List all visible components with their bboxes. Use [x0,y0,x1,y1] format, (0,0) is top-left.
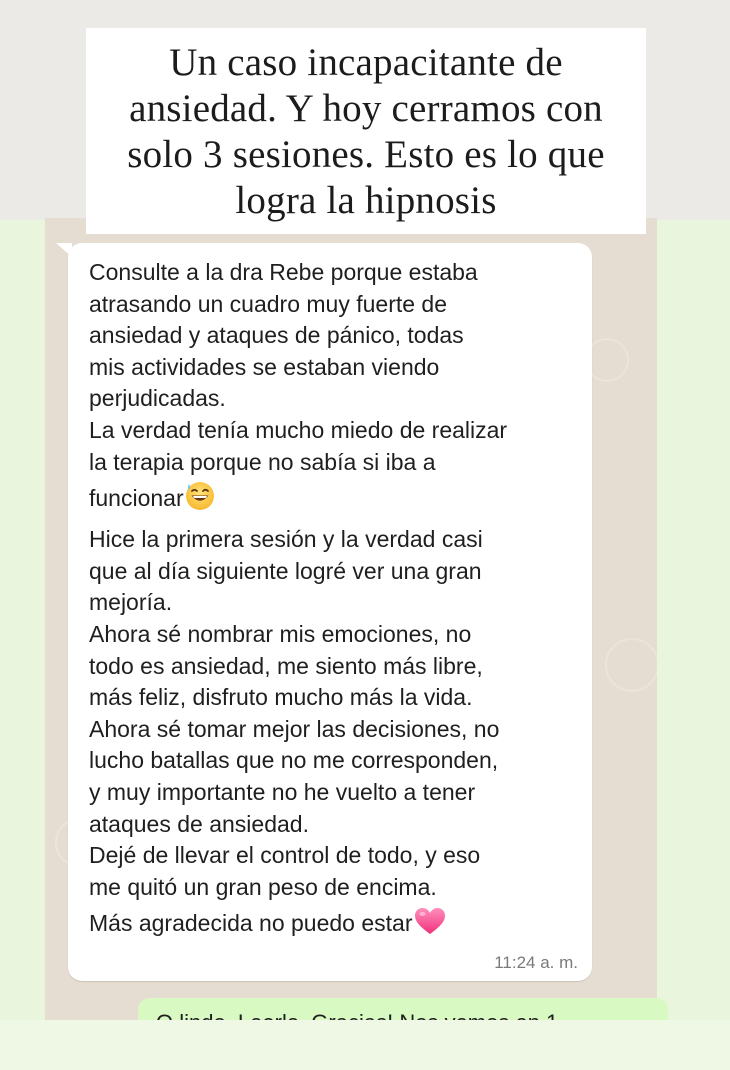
message-line: Ahora sé tomar mejor las decisiones, no [89,715,500,742]
message-line: ataques de ansiedad. [89,810,309,837]
message-line: y muy importante no he vuelto a tener [89,778,476,805]
message-line: Consulte a la dra Rebe porque estaba [89,259,478,285]
message-line: Hice la primera sesión y la verdad casi [89,526,483,553]
message-line: lucho batallas que no me corresponden, [89,747,499,774]
grinning-sweat-emoji-icon [184,480,216,524]
message-line: más feliz, disfruto mucho más la vida. [89,684,473,711]
message-line: La verdad tenía mucho miedo de realizar [89,416,508,443]
message-line: Dejé de llevar el control de todo, y eso [89,842,481,869]
incoming-message-bubble[interactable] [68,243,592,981]
caption-line: solo 3 sesiones. Esto es lo que [127,133,605,176]
message-timestamp: 11:24 a. m. [494,953,578,972]
caption-line: Un caso incapacitante de [169,41,563,84]
caption-box [86,28,646,234]
message-line: Ahora sé nombrar mis emociones, no [89,620,472,647]
wallpaper-doodle [605,638,657,692]
crop-edge [0,1020,730,1070]
message-line-with-emoji [89,903,572,949]
caption-line: logra la hipnosis [235,179,497,222]
message-line: la terapia porque no sabía si iba a [89,448,436,475]
message-line: atrasando un cuadro muy fuerte de [89,290,448,317]
message-line: ansiedad y ataques de pánico, todas [89,322,464,349]
message-line: mejoría. [89,589,173,616]
pink-heart-emoji-icon [413,905,447,949]
message-line: mis actividades se estaban viendo [89,353,440,380]
message-line: Más agradecida no puedo estar [89,910,413,937]
message-line: me quitó un gran peso de encima. [89,873,437,900]
message-line-with-emoji [89,478,572,524]
message-line: perjudicadas. [89,385,226,412]
message-line: funcionar [89,485,184,512]
message-line: todo es ansiedad, me siento más libre, [89,652,483,679]
caption-line: ansiedad. Y hoy cerramos con [129,87,603,130]
message-line: que al día siguiente logré ver una gran [89,557,482,584]
